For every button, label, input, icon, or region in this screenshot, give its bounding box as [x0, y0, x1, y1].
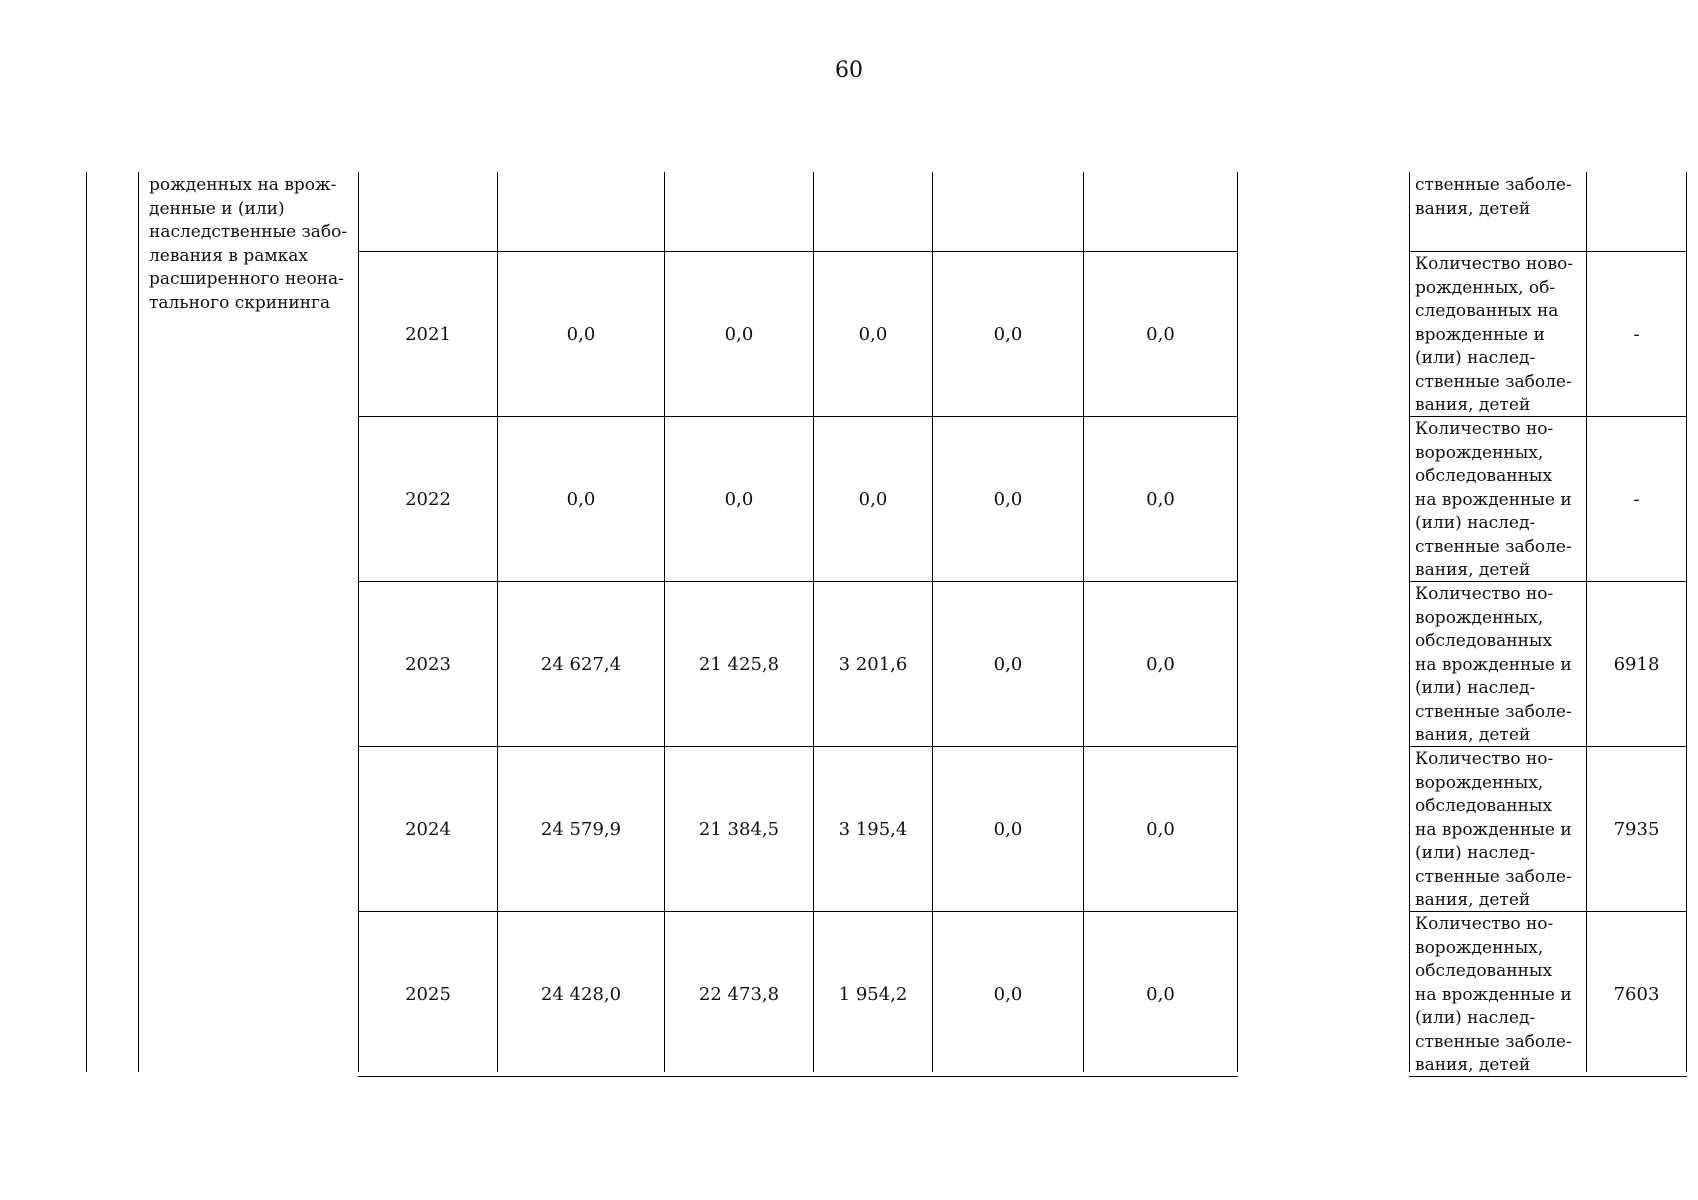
regional-budget-cell: 3 201,6 — [838, 653, 908, 675]
activity-description — [149, 174, 349, 315]
regional-budget-cell: 1 954,2 — [838, 983, 908, 1005]
other-sources-cell: 0,0 — [1146, 488, 1175, 510]
indicator-line: ственные заболе- — [1415, 536, 1572, 557]
indicator-line: ворожденных, — [1415, 772, 1544, 793]
indicator-line: Количество но- — [1415, 749, 1554, 769]
indicator-line: врожденные и — [1415, 324, 1545, 345]
regional-budget-cell: 0,0 — [858, 488, 888, 510]
regional-budget-cell: 3 195,4 — [838, 818, 908, 840]
indicator-line: Количество но- — [1415, 419, 1554, 439]
page-number: 60 — [835, 58, 863, 83]
indicator-line: на врожденные и — [1415, 489, 1572, 510]
indicator-line: на врожденные и — [1415, 984, 1572, 1005]
federal-budget-cell: 21 384,5 — [698, 818, 780, 840]
other-sources-cell: 0,0 — [1146, 818, 1175, 840]
table-border-indicator-left — [1409, 172, 1410, 1072]
indicator-continuation — [1415, 174, 1587, 221]
total-cell: 24 579,9 — [540, 818, 622, 840]
federal-budget-cell: 0,0 — [724, 323, 754, 345]
indicator-value-cell: 6918 — [1613, 653, 1660, 675]
indicator-value-cell: 7935 — [1613, 818, 1660, 840]
indicator-line: на врожденные и — [1415, 819, 1572, 840]
indicator-line: рожденных, об- — [1415, 277, 1556, 298]
indicator-line: (или) наслед- — [1415, 348, 1536, 368]
description-line: левания в рамках — [149, 245, 308, 266]
other-sources-cell: 0,0 — [1146, 323, 1175, 345]
indicator-line: следованных на — [1415, 301, 1559, 321]
total-cell: 0,0 — [566, 323, 596, 345]
indicator-line: Количество но- — [1415, 584, 1554, 604]
indicator-line: обследованных — [1415, 631, 1553, 651]
indicator-line: вания, детей — [1415, 1055, 1531, 1075]
indicator-line: (или) наслед- — [1415, 843, 1536, 863]
indicator-cell — [1415, 418, 1587, 583]
year-cell: 2024 — [405, 818, 451, 840]
description-line: денные и (или) — [149, 198, 285, 219]
indicator-line: на врожденные и — [1415, 654, 1572, 675]
local-budget-cell: 0,0 — [993, 653, 1023, 675]
indicator-line: ственные заболе- — [1415, 1031, 1572, 1052]
indicator-line: (или) наслед- — [1415, 513, 1536, 533]
indicator-line: вания, детей — [1415, 890, 1531, 910]
description-line: расширенного неона- — [149, 269, 344, 289]
total-cell: 24 428,0 — [540, 983, 622, 1005]
local-budget-cell: 0,0 — [993, 818, 1023, 840]
indicator-value-cell: - — [1633, 488, 1640, 510]
year-cell: 2022 — [405, 488, 451, 510]
year-cell: 2021 — [405, 323, 451, 345]
indicator-line: (или) наслед- — [1415, 678, 1536, 698]
indicator-value-cell: 7603 — [1613, 983, 1660, 1005]
indicator-line: вания, детей — [1415, 395, 1531, 415]
indicator-line: ственные заболе- — [1415, 866, 1572, 887]
local-budget-cell: 0,0 — [993, 323, 1023, 345]
indicator-line: обследованных — [1415, 466, 1553, 486]
table-border-outer-left — [86, 172, 87, 1072]
indicator-line: вания, детей — [1415, 560, 1531, 580]
indicator-line: ственные заболе- — [1415, 371, 1572, 392]
indicator-line: Количество ново- — [1415, 254, 1574, 274]
indicator-line: вания, детей — [1415, 198, 1531, 219]
indicator-line: (или) наслед- — [1415, 1008, 1536, 1028]
indicator-line: обследованных — [1415, 961, 1553, 981]
indicator-line: обследованных — [1415, 796, 1553, 816]
table-bottom-border — [358, 1076, 1238, 1077]
indicator-line: ворожденных, — [1415, 937, 1544, 958]
indicator-line: Количество но- — [1415, 914, 1554, 934]
year-cell: 2023 — [405, 653, 451, 675]
total-cell: 24 627,4 — [540, 653, 622, 675]
federal-budget-cell: 21 425,8 — [698, 653, 780, 675]
indicator-line: ворожденных, — [1415, 607, 1544, 628]
table-border-outer-right — [1686, 172, 1687, 1072]
indicator-value-cell: - — [1633, 323, 1640, 345]
description-line: наследственные забо- — [149, 222, 348, 242]
indicator-cell — [1415, 253, 1587, 418]
description-line: рожденных на врож- — [149, 175, 337, 195]
indicator-cell — [1415, 913, 1587, 1078]
year-cell: 2025 — [405, 983, 451, 1005]
federal-budget-cell: 22 473,8 — [698, 983, 780, 1005]
indicator-line: ворожденных, — [1415, 442, 1544, 463]
indicator-line: ственные заболе- — [1415, 175, 1572, 195]
local-budget-cell: 0,0 — [993, 983, 1023, 1005]
local-budget-cell: 0,0 — [993, 488, 1023, 510]
table-border-other-right — [1237, 172, 1238, 1072]
description-line: тального скрининга — [149, 292, 331, 313]
indicator-cell — [1415, 583, 1587, 748]
other-sources-cell: 0,0 — [1146, 983, 1175, 1005]
indicator-line: вания, детей — [1415, 725, 1531, 745]
federal-budget-cell: 0,0 — [724, 488, 754, 510]
table-border-description-left — [138, 172, 139, 1072]
indicator-cell — [1415, 748, 1587, 913]
indicator-line: ственные заболе- — [1415, 701, 1572, 722]
regional-budget-cell: 0,0 — [858, 323, 888, 345]
total-cell: 0,0 — [566, 488, 596, 510]
other-sources-cell: 0,0 — [1146, 653, 1175, 675]
